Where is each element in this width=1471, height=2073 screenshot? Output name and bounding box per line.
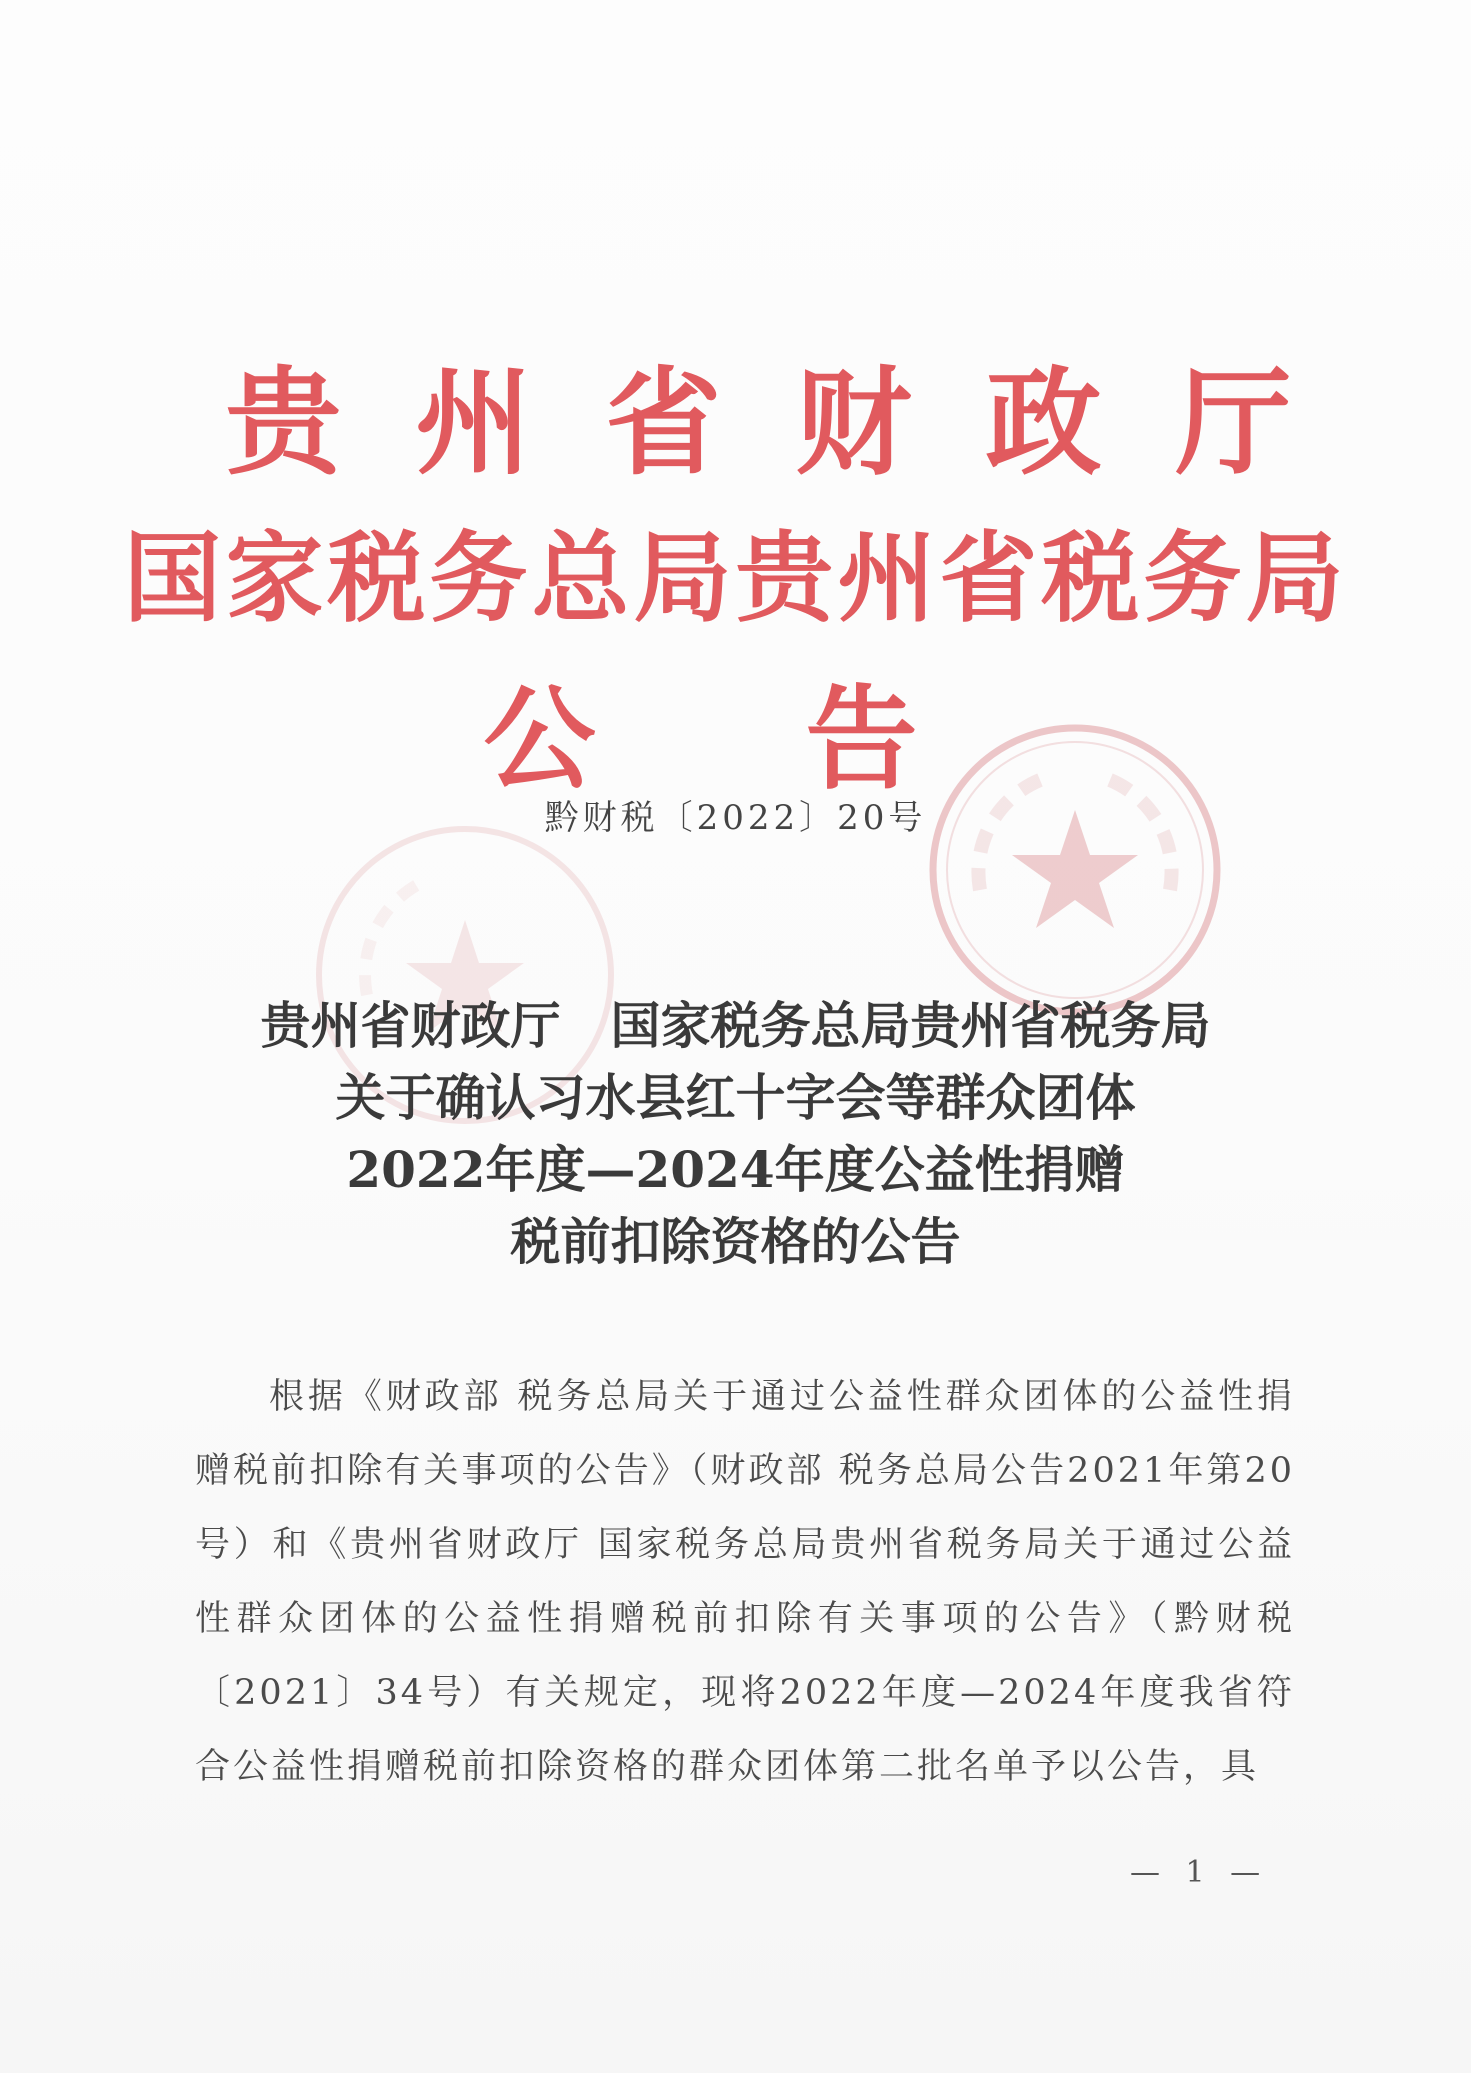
document-title bbox=[0, 990, 1471, 1278]
title-line-3: 2022年度—2024年度公益性捐赠 bbox=[346, 1140, 1125, 1199]
letterhead-line-2: 国家税务总局贵州省税务局 bbox=[123, 522, 1348, 636]
letterhead-line-1: 贵州省财政厅 bbox=[225, 356, 1366, 491]
page-number: — 1 — bbox=[1130, 1855, 1269, 1890]
body-paragraph: 根据《财政部 税务总局关于通过公益性群众团体的公益性捐赠税前扣除有关事项的公告》（财政部 税务总局公告2021年第20号）和《贵州省财政厅 国家税务总局贵州省税务局关于通过公益性群众团体的公益性捐赠税前扣除有关事项的公告》（黔财税〔2021〕34号）有关规定，现将2022年度—2024年度我省符合公益性捐赠税前扣除资格的群众团体第二批名单予以公告，具 bbox=[195, 1377, 1295, 1787]
title-line-1: 贵州省财政厅 国家税务总局贵州省税务局 bbox=[260, 996, 1211, 1055]
letterhead-line-3: 公告 bbox=[483, 675, 1128, 805]
document-number: 黔财税〔2022〕20号 bbox=[544, 798, 927, 838]
title-line-2: 关于确认习水县红十字会等群众团体 bbox=[335, 1068, 1136, 1127]
title-line-4: 税前扣除资格的公告 bbox=[510, 1212, 961, 1271]
